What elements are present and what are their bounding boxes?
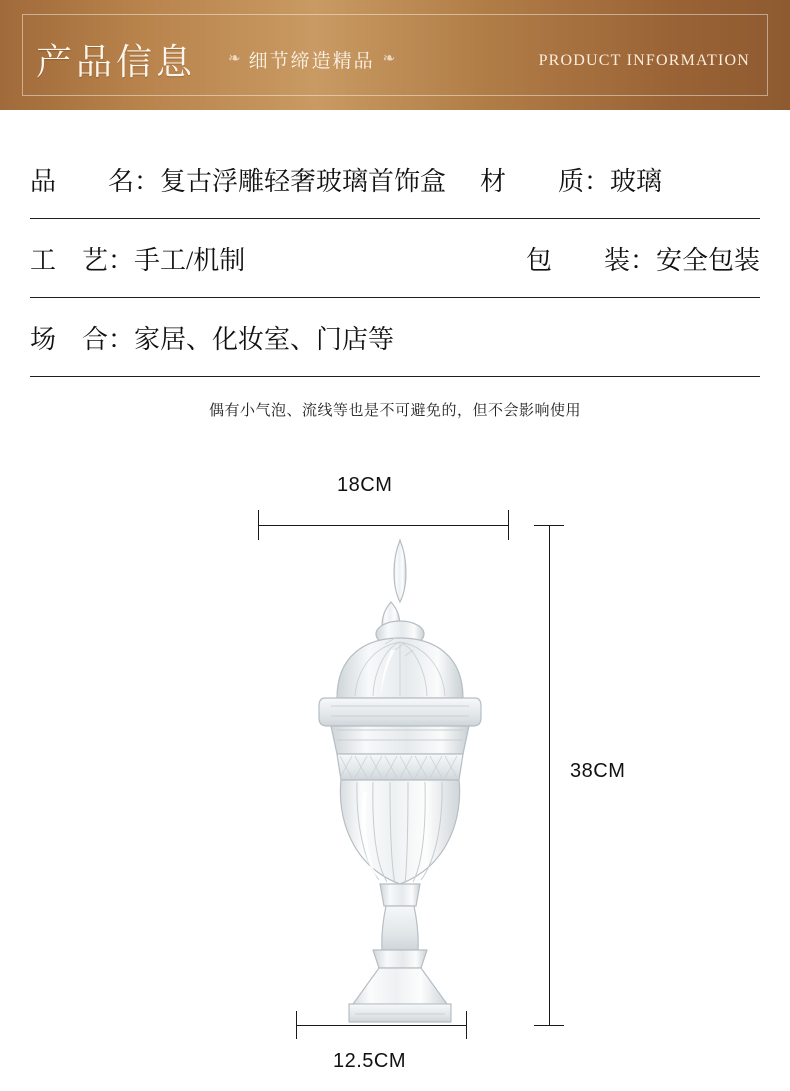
header-subtitle: 细节缔造精品 [248,51,375,72]
product-dimension-figure [0,455,790,1091]
spec-value: 复古浮雕轻奢玻璃首饰盒 [160,166,447,196]
dimension-label-width-base: 12.5CM [333,1050,407,1072]
spec-label: 场 合： [30,324,135,354]
dimension-tick-right-top [534,525,564,526]
spec-row [30,140,760,219]
spec-cell-craft [30,240,245,277]
spec-row [30,298,760,377]
spec-value: 安全包装 [655,245,760,275]
dimension-line-top [258,525,508,526]
dimension-label-width-top: 18CM [337,474,393,496]
spec-row [30,219,760,298]
spec-label: 工 艺： [30,245,135,275]
page-title: 产品信息 [36,42,197,82]
spec-value: 手工/机制 [134,245,246,275]
spec-label: 材 质： [480,166,611,196]
spec-value: 玻璃 [610,166,663,196]
header-subtitle-group [228,46,395,73]
product-image-glass-jar [245,530,555,1030]
spec-cell-name [30,161,446,198]
ornament-right-icon: ❧ [382,51,396,67]
spec-note: 偶有小气泡、流线等也是不可避免的，但不会影响使用 [208,403,581,419]
spec-value: 家居、化妆室、门店等 [134,324,395,354]
header-english-title: PRODUCT INFORMATION [538,52,750,69]
dimension-label-height: 38CM [570,760,626,782]
spec-label: 包 装： [525,245,656,275]
spec-table [0,110,790,420]
page-header-banner [0,0,790,110]
ornament-left-icon: ❧ [228,51,241,67]
spec-cell-packaging [526,240,760,277]
spec-label: 品 名： [30,166,161,196]
spec-cell-occasion [30,319,394,356]
spec-cell-material [480,161,662,198]
